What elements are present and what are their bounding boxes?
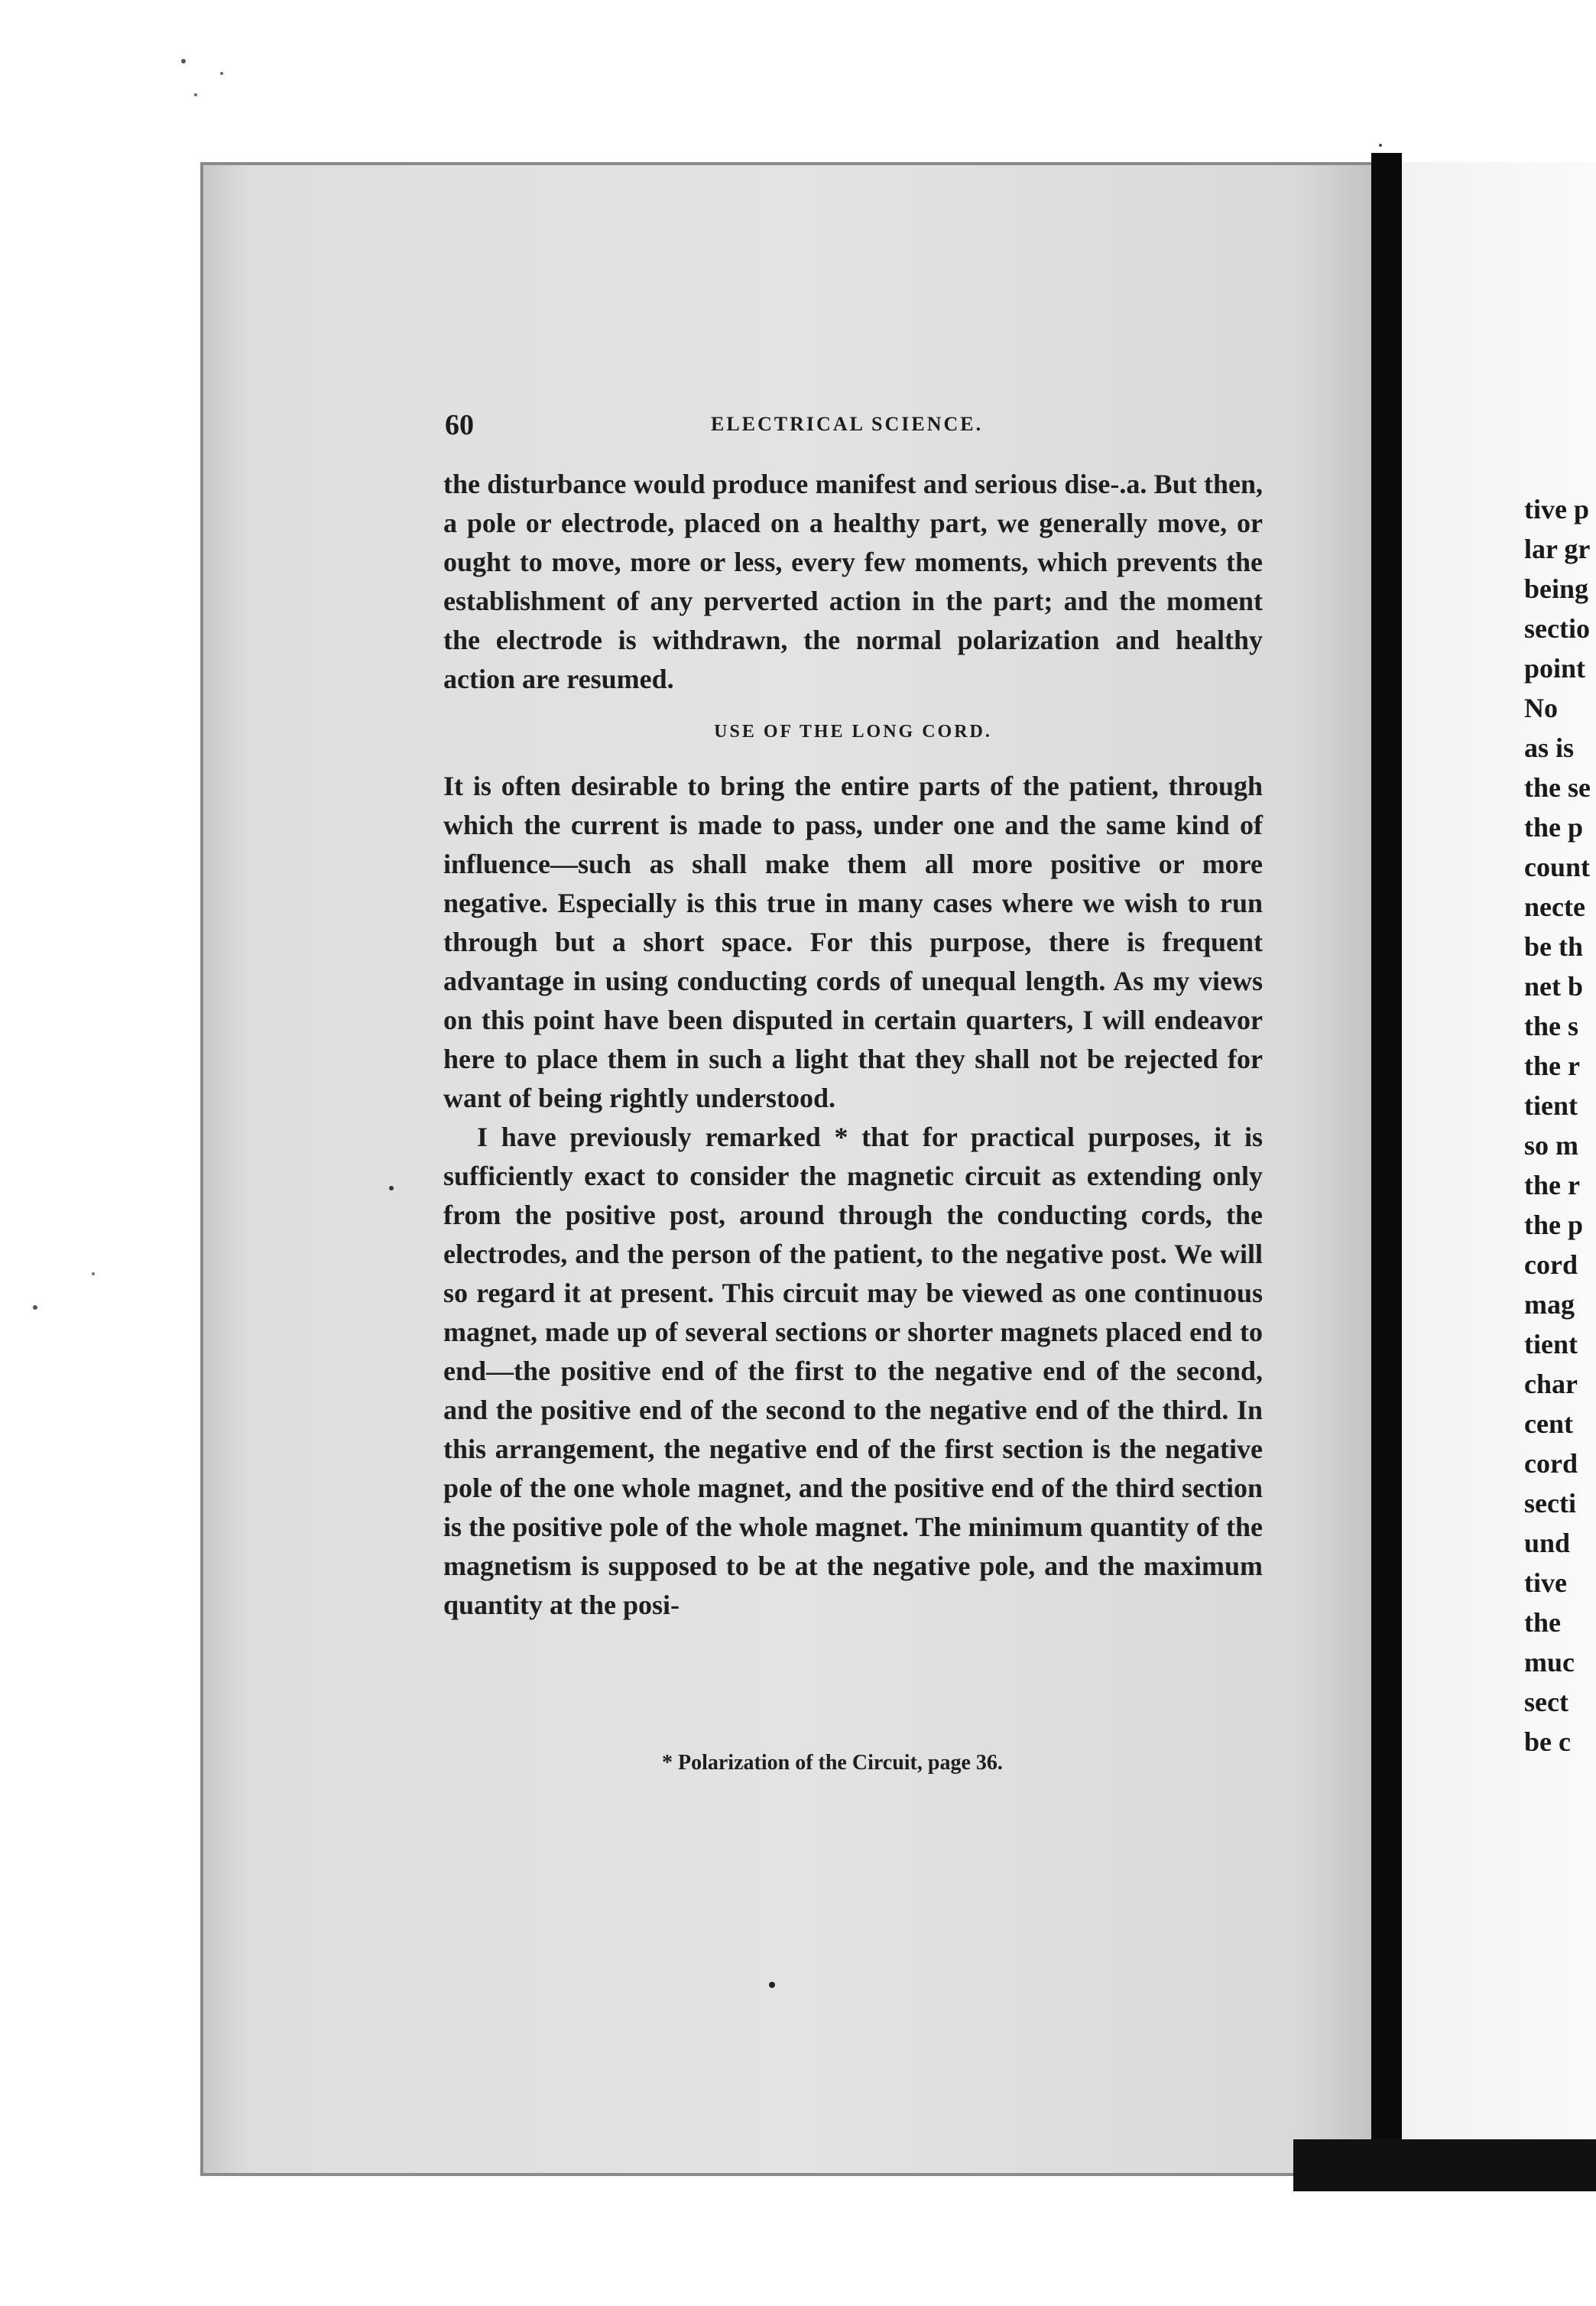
right-line: tient — [1524, 1329, 1578, 1359]
right-line: be c — [1524, 1726, 1571, 1751]
right-line: cord — [1524, 1448, 1578, 1479]
right-line: the p — [1524, 812, 1584, 843]
right-line: the — [1524, 1607, 1561, 1638]
section-heading: USE OF THE LONG CORD. — [714, 722, 992, 742]
paragraph-long-cord-1: It is often desirable to bring the entire parts of the patient, through which the current is made to pass, under one and the same kind of influence—such as shall make them all more positive or more negative. Especially is this true in many cases where we wish to run through but a short space. For this purpose, there is frequent advantage in using conducting cords of unequal length. As my views on this point have been disputed in certain quarters, I will endeavor here to place them in such a light that they shall not be rejected for want of being rightly understood. — [443, 771, 1263, 1113]
right-line: net b — [1524, 971, 1584, 1002]
right-line: char — [1524, 1369, 1578, 1399]
right-line: count — [1524, 852, 1591, 882]
right-line: tient — [1524, 1090, 1578, 1121]
right-line: as is — [1524, 732, 1575, 763]
right-line: cord — [1524, 1249, 1578, 1280]
right-line: the se — [1524, 772, 1591, 803]
right-line: muc — [1524, 1647, 1575, 1678]
right-line: the r — [1524, 1170, 1580, 1200]
right-line: be th — [1524, 931, 1584, 962]
right-line: the r — [1524, 1051, 1580, 1081]
page-number: 60 — [445, 409, 474, 441]
right-line: being — [1524, 573, 1589, 604]
right-line: necte — [1524, 892, 1585, 922]
right-line: tive — [1524, 1567, 1567, 1598]
right-line: point — [1524, 653, 1586, 684]
right-line: sectio — [1524, 613, 1590, 644]
footnote: * Polarization of the Circuit, page 36. — [662, 1751, 1003, 1775]
right-line: mag — [1524, 1289, 1575, 1320]
paragraph-long-cord-2: I have previously remarked * that for practical purposes, it is sufficiently exact to consider the magnetic circuit as extending only from the positive post, around through the conducting cords, the electrodes, and the person of the patient, to the negative post. We will so regard it at present. This circuit may be viewed as one continuous magnet, made up of several sections or shorter magnets placed end to end—the positive end of the first to the negative end of the second, and the positive end of the second to the negative end of the third. In this arrangement, the negative end of the first section is the negative pole of the one whole magnet, and the positive end of the third section is the positive pole of the whole magnet. The minimum quantity of the magnetism is supposed to be at the negative pole, and the maximum quantity at the posi- — [443, 1122, 1263, 1620]
right-line: und — [1524, 1528, 1571, 1558]
right-line: secti — [1524, 1488, 1576, 1518]
running-head: ELECTRICAL SCIENCE. — [711, 413, 984, 435]
right-line: sect — [1524, 1687, 1568, 1717]
right-line: the s — [1524, 1011, 1578, 1041]
right-line: so m — [1524, 1130, 1578, 1161]
right-line: the p — [1524, 1210, 1584, 1240]
right-line: No — [1524, 693, 1558, 723]
continuation-paragraph: the disturbance would produce manifest and serious dise-.a. But then, a pole or electrode, placed on a healthy part, we generally move, or ought to move, more or less, every few moments, which prevents the establishment of any perverted action in the part; and the moment the electrode is withdrawn, the normal polarization and healthy action are resumed. — [443, 469, 1263, 694]
right-line: cent — [1524, 1408, 1573, 1439]
right-line: tive p — [1524, 494, 1589, 525]
right-line: lar gr — [1524, 534, 1591, 564]
